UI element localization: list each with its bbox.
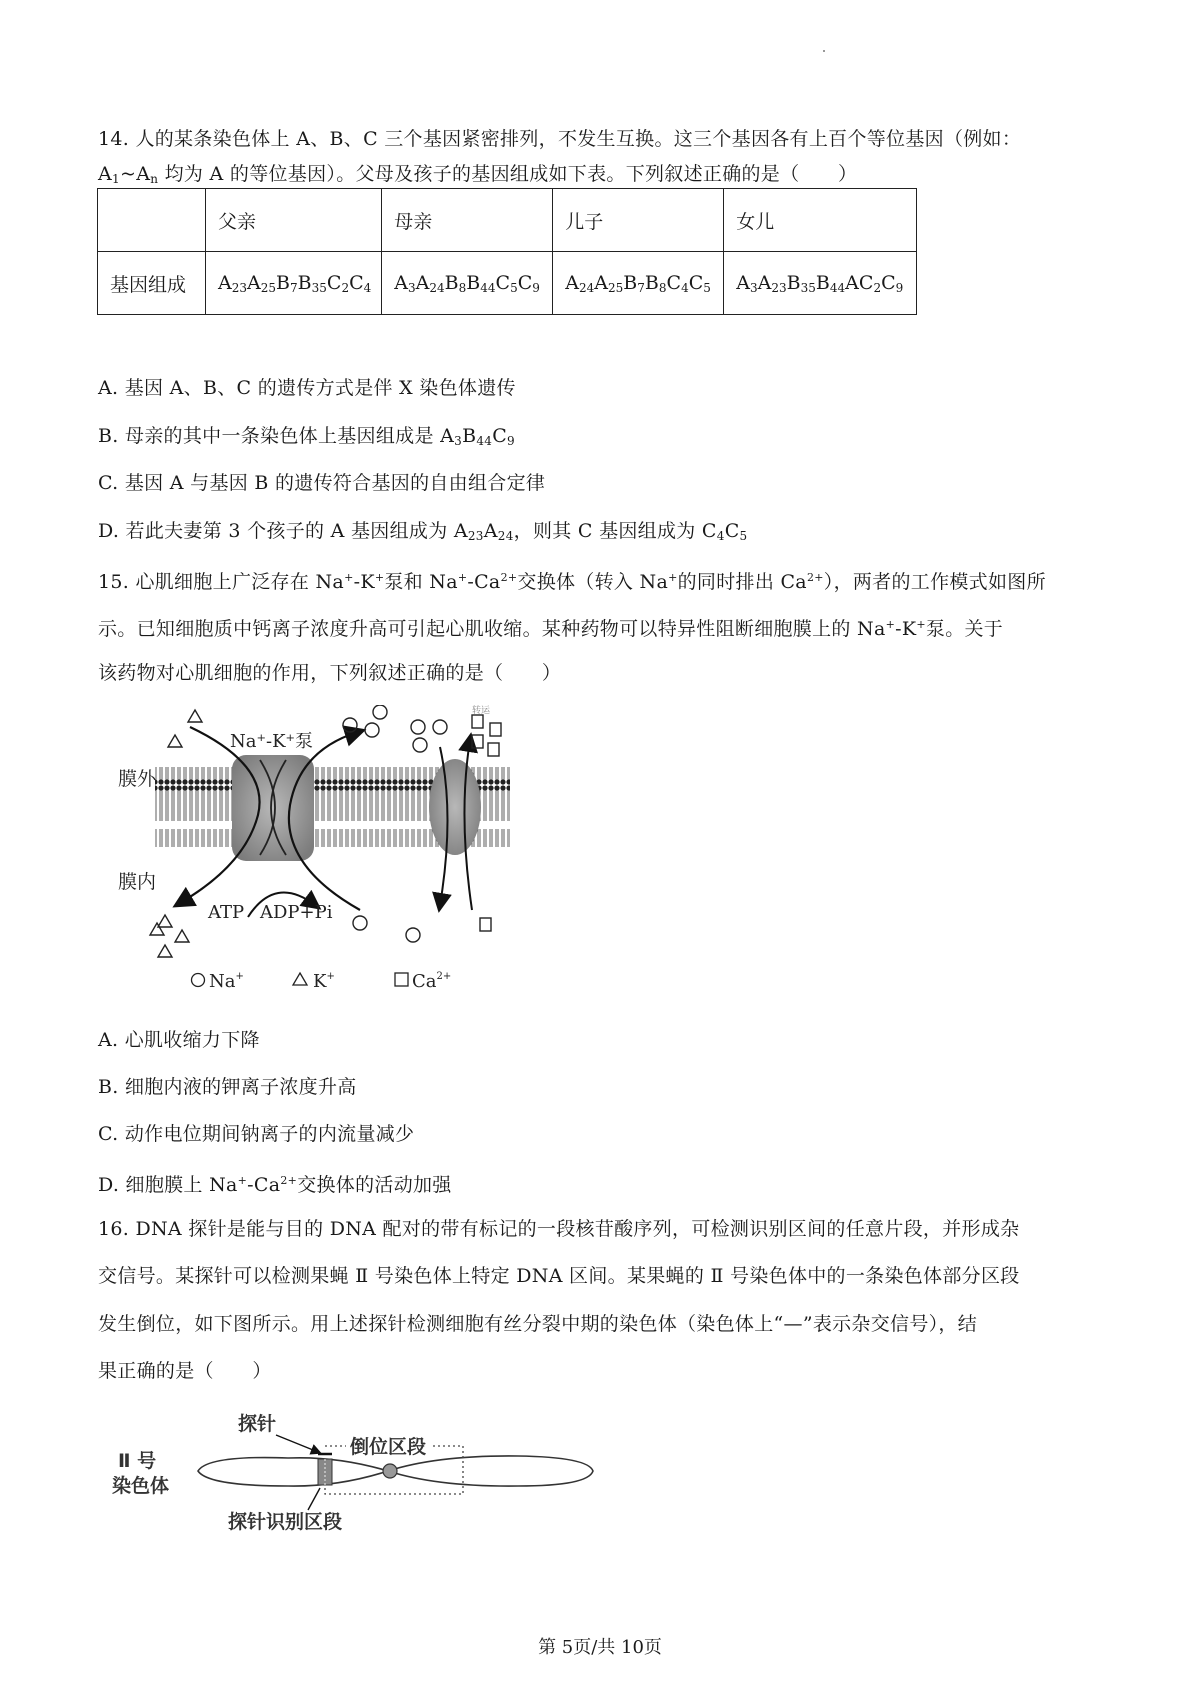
table-cell — [724, 252, 917, 315]
superscript: + — [885, 618, 896, 631]
corner-label: 转运 — [472, 706, 491, 716]
allele-subscript: 3 — [408, 280, 416, 295]
text: 均为 A 的等位基因）。父母及孩子的基因组成如下表。下列叙述正确的是（ ） — [158, 163, 858, 185]
ca-ion — [490, 723, 501, 736]
genotype: $C_4C_5$ — [701, 520, 748, 543]
genotype: $A_{23}A_{24}$ — [453, 520, 514, 543]
allele-subscript: 24 — [579, 280, 595, 295]
allele-subscript: 5 — [510, 280, 518, 295]
table-cell — [206, 252, 382, 315]
ca-ion — [488, 743, 499, 756]
adp-label: ADP+Pi — [260, 902, 333, 923]
k-ion — [158, 945, 172, 957]
allele-subscript: 8 — [658, 280, 667, 295]
q16-stem-line4: 果正确的是（ ） — [98, 1360, 272, 1382]
gene-allele: B — [786, 271, 801, 294]
ca-ion — [472, 715, 483, 728]
legend-k-icon — [293, 973, 307, 985]
legend-ca-icon — [395, 973, 408, 986]
table-header-row — [98, 189, 917, 252]
superscript: + — [668, 571, 678, 584]
text: 泵。关于 — [925, 618, 1004, 640]
gene-allele: A — [247, 271, 261, 294]
text: -Ca — [247, 1174, 281, 1196]
q15-option-b: B. 细胞内液的钾离子浓度升高 — [98, 1076, 357, 1098]
q15-option-d — [98, 1168, 452, 1198]
gene-allele: A — [415, 271, 430, 294]
genotype: $A_3B_{44}C_9$ — [440, 425, 515, 448]
subscript: 1 — [112, 172, 120, 186]
text: 泵和 Na — [384, 571, 458, 593]
q15-stem-line3: 该药物对心肌细胞的作用，下列叙述正确的是（ ） — [98, 662, 562, 684]
legend-k-label: K+ — [313, 971, 335, 992]
text: ~A — [119, 163, 151, 185]
superscript: 2+ — [500, 571, 518, 584]
superscript: + — [344, 571, 354, 584]
q16-stem-line3: 发生倒位，如下图所示。用上述探针检测细胞有丝分裂中期的染色体（染色体上“—”表示杂交信号），结 — [98, 1313, 978, 1335]
label-inside: 膜内 — [118, 871, 157, 893]
legend-ca-label: $Ca^{2+}$ — [412, 971, 452, 992]
text: 15. 心肌细胞上广泛存在 Na — [98, 571, 345, 593]
gene-allele: B — [297, 271, 312, 294]
allele-subscript: 23 — [231, 280, 248, 295]
k-ion — [158, 915, 172, 927]
allele-subscript: 7 — [637, 280, 645, 295]
table-header-cell — [98, 189, 206, 252]
text: 交换体（转入 Na — [517, 571, 669, 593]
allele-subscript: 9 — [895, 280, 904, 295]
probe-pointer-arrow — [276, 1435, 318, 1452]
ca-ion — [472, 735, 483, 748]
gene-allele: C — [858, 271, 874, 294]
allele-subscript: 35 — [311, 280, 327, 295]
gene-allele: A — [565, 271, 579, 294]
q14-option-a: A. 基因 A、B、C 的遗传方式是伴 X 染色体遗传 — [98, 377, 516, 399]
text: A — [98, 163, 113, 185]
table-header-cell: 父亲 — [206, 189, 382, 252]
gene-allele: A — [594, 271, 609, 294]
allele-subscript: 3 — [750, 280, 758, 295]
legend — [192, 971, 452, 992]
ca-ion — [480, 918, 491, 931]
allele-subscript: 25 — [608, 280, 624, 295]
recognition-pointer-line — [308, 1488, 320, 1510]
pump-label: Na⁺-K⁺泵 — [230, 731, 314, 752]
q14-option-d — [98, 518, 747, 549]
allele-subscript: 7 — [290, 280, 298, 295]
chromosome-left-arm — [198, 1458, 388, 1487]
legend-na-icon — [192, 974, 205, 987]
gene-allele: A — [757, 271, 772, 294]
table-header-cell: 母亲 — [382, 189, 553, 252]
table-row-label: 基因组成 — [98, 252, 206, 315]
text: ），两者的工作模式如图所 — [823, 571, 1046, 593]
gene-allele: C — [349, 271, 364, 294]
table-cell — [382, 252, 553, 315]
gene-allele: B — [466, 271, 481, 294]
k-ion — [188, 710, 202, 722]
allele-subscript: 5 — [703, 280, 711, 295]
superscript: 2+ — [280, 1174, 298, 1187]
allele-subscript: 44 — [829, 280, 846, 295]
allele-subscript: 35 — [800, 280, 816, 295]
chromosome-inversion-figure — [108, 1400, 598, 1535]
k-ion — [168, 735, 182, 747]
genotype-table — [97, 188, 917, 315]
q16-stem-line1: 16. DNA 探针是能与目的 DNA 配对的带有标记的一段核苷酸序列，可检测识别区间的任意片段，并形成杂 — [98, 1218, 1020, 1240]
allele-subscript: 23 — [771, 280, 787, 295]
text: -K — [353, 571, 375, 593]
text: 交换体的活动加强 — [297, 1174, 452, 1196]
q16-stem-line2: 交信号。某探针可以检测果蝇 Ⅱ 号染色体上特定 DNA 区间。某果蝇的 Ⅱ 号染色体中的一条染色体部分区段 — [98, 1265, 1020, 1287]
q15-option-c: C. 动作电位期间钠离子的内流量减少 — [98, 1123, 415, 1145]
superscript: 2+ — [806, 571, 824, 584]
table-row — [98, 252, 917, 315]
gene-allele: C — [517, 271, 533, 294]
membrane-transport-figure — [110, 705, 510, 1005]
allele-subscript: 25 — [260, 280, 277, 295]
table-header-cell: 儿子 — [553, 189, 724, 252]
text: D. 细胞膜上 Na — [98, 1174, 238, 1196]
allele-subscript: 24 — [429, 280, 445, 295]
q15-option-a: A. 心肌收缩力下降 — [98, 1029, 260, 1051]
allele-subscript: 44 — [480, 280, 496, 295]
legend-na-label: Na+ — [209, 971, 244, 992]
gene-allele: A — [394, 271, 408, 294]
gene-allele: B — [623, 271, 638, 294]
k-ion — [150, 923, 164, 935]
na-ion — [343, 718, 357, 732]
table-cell — [553, 252, 724, 315]
text: -K — [895, 618, 917, 640]
allele-subscript: 4 — [363, 280, 372, 295]
gene-allele: C — [326, 271, 342, 294]
subscript: n — [150, 172, 159, 186]
superscript: + — [374, 571, 385, 584]
scan-speck — [823, 50, 825, 52]
text: -Ca — [467, 571, 501, 593]
allele-subscript: 8 — [458, 280, 467, 295]
centromere — [383, 1464, 397, 1478]
gene-allele: B — [444, 271, 459, 294]
q14-option-b — [98, 423, 515, 454]
chromosome-label-line1: Ⅱ 号 — [118, 1450, 157, 1472]
text: ，则其 C 基因组成为 — [513, 520, 702, 542]
text: 的同时排出 Ca — [677, 571, 807, 593]
gene-allele: B — [644, 271, 659, 294]
gene-allele: A — [845, 271, 859, 294]
label-outside: 膜外 — [118, 768, 157, 790]
na-ion — [411, 720, 425, 734]
text: D. 若此夫妻第 3 个孩子的 A 基因组成为 — [98, 520, 454, 542]
gene-allele: C — [688, 271, 704, 294]
recognition-label: 探针识别区段 — [228, 1511, 343, 1533]
text: B. 母亲的其中一条染色体上基因组成是 — [98, 425, 441, 447]
table-header-cell: 女儿 — [724, 189, 917, 252]
na-ion — [353, 916, 367, 930]
gene-allele: C — [881, 271, 896, 294]
k-ion — [175, 930, 189, 942]
inversion-label: 倒位区段 — [350, 1436, 427, 1458]
superscript: + — [916, 618, 926, 631]
allele-subscript: 4 — [681, 280, 689, 295]
atp-label: ATP — [208, 902, 245, 923]
gene-allele: A — [218, 271, 232, 294]
na-ion — [406, 928, 420, 942]
gene-allele: B — [276, 271, 290, 294]
na-ion — [413, 738, 427, 752]
q15-stem-line1 — [98, 565, 1046, 595]
superscript: + — [237, 1174, 248, 1187]
na-ion — [373, 705, 387, 719]
q15-stem-line2 — [98, 612, 1003, 642]
allele-subscript: 2 — [873, 280, 882, 295]
chromosome-right-arm — [388, 1456, 593, 1486]
q14-stem-line1: 14. 人的某条染色体上 A、B、C 三个基因紧密排列，不发生互换。这三个基因各有上百个等位基因（例如： — [98, 128, 1022, 150]
gene-allele: C — [666, 271, 682, 294]
probe-label: 探针 — [238, 1413, 277, 1435]
na-ion — [433, 720, 447, 734]
na-ca-exchanger-protein — [429, 759, 481, 855]
superscript: + — [457, 571, 468, 584]
allele-subscript: 2 — [341, 280, 350, 295]
gene-allele: C — [495, 271, 511, 294]
text: 示。已知细胞质中钙离子浓度升高可引起心肌收缩。某种药物可以特异性阻断细胞膜上的 Na — [98, 618, 886, 640]
page-footer: 第 5页/共 10页 — [538, 1637, 662, 1658]
gene-allele: A — [736, 271, 750, 294]
allele-subscript: 9 — [532, 280, 540, 295]
gene-allele: B — [815, 271, 830, 294]
na-ion — [365, 723, 379, 737]
chromosome-label-line2: 染色体 — [112, 1475, 170, 1497]
q14-option-c: C. 基因 A 与基因 B 的遗传符合基因的自由组合定律 — [98, 472, 546, 494]
